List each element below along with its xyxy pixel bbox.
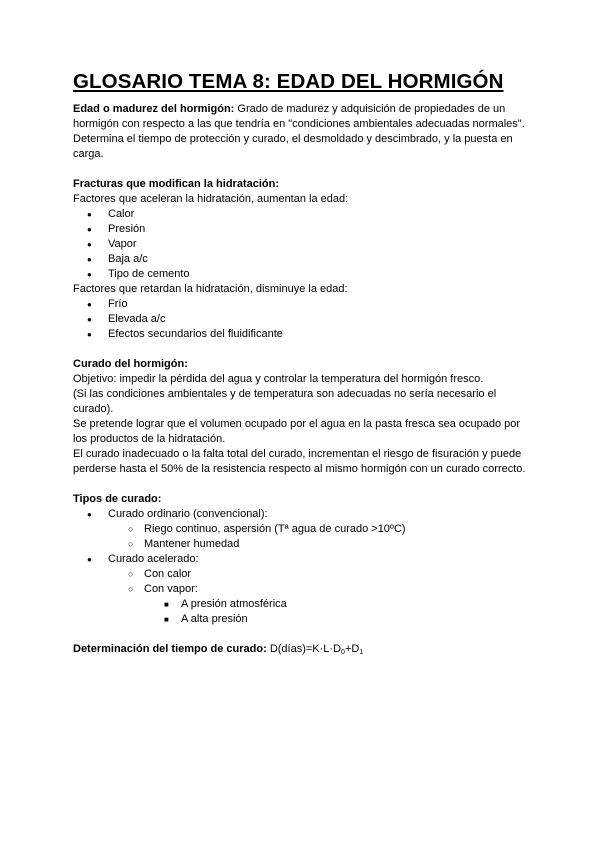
curado-objetivo: Objetivo: impedir la pérdida del agua y controlar la temperatura del hormigón fresco.: [73, 373, 484, 385]
curado-inadecuado: El curado inadecuado o la falta total del curado, incrementan el riesgo de fisuración y puede perderse hasta el 50% de la resistencia respecto al mismo hormigón con un curado correcto.: [73, 448, 526, 475]
edad-term: Edad o madurez del hormigón:: [73, 103, 235, 115]
tipos-heading: Tipos de curado:: [73, 493, 162, 505]
retard-intro: Factores que retardan la hidratación, disminuye la edad:: [73, 283, 348, 295]
ordinario-sublist: [73, 522, 533, 552]
list-item: ○ Mantener humedad: [73, 537, 533, 552]
list-item: ■ A alta presión: [73, 612, 533, 627]
formula: $D(días)=K\cdot L\cdot D_0+D_1$: [266, 643, 364, 656]
page-title: GLOSARIO TEMA 8: EDAD DEL HORMIGÓN: [73, 70, 504, 93]
list-item: ● Baja a/c: [73, 252, 533, 267]
list-item: ○ Con vapor: ■ A presión atmosférica ■ A alta presión: [73, 582, 533, 627]
accelerate-intro: Factores que aceleran la hidratación, aumentan la edad:: [73, 193, 349, 205]
acelerado-sublist: [73, 567, 533, 627]
document-page: [73, 70, 533, 660]
list-item: ○ Riego continuo, aspersión (Tª agua de curado >10ºC): [73, 522, 533, 537]
accelerate-list: [73, 207, 533, 282]
curado-volumen: Se pretende lograr que el volumen ocupado por el agua en la pasta fresca sea ocupado por los productos de la hidratación.: [73, 418, 521, 445]
edad-paragraph: [73, 102, 533, 162]
list-item: ● Elevada a/c: [73, 312, 533, 327]
fracturas-heading: Fracturas que modifican la hidratación:: [73, 178, 279, 190]
determinacion-label: Determinación del tiempo de curado:: [73, 643, 267, 655]
vapor-sublist: [73, 597, 533, 627]
tipos-list: [73, 507, 533, 627]
list-item: ● Curado acelerado: ○ Con calor ○ Con vapor: ■ A presión atmosférica ■ A alta presión: [73, 552, 533, 627]
list-item: ● Calor: [73, 207, 533, 222]
edad-definition: Grado de madurez y adquisición de propiedades de un hormigón con respecto a las que tendría en "condiciones ambientales adecuadas normales". Determina el tiempo de protección y curado, el desmoldado y descimbrado, y la puesta en carga.: [73, 103, 525, 160]
curado-note: (Si las condiciones ambientales y de temperatura son adecuadas no sería necesario el curado).: [73, 388, 497, 415]
list-item: ● Vapor: [73, 237, 533, 252]
list-item: ● Efectos secundarios del fluidificante: [73, 327, 533, 342]
list-item: ● Presión: [73, 222, 533, 237]
list-item: ● Frío: [73, 297, 533, 312]
determinacion-paragraph: [73, 642, 533, 660]
list-item: ■ A presión atmosférica: [73, 597, 533, 612]
list-item: ● Tipo de cemento: [73, 267, 533, 282]
curado-heading: Curado del hormigón:: [73, 358, 188, 370]
retard-list: [73, 297, 533, 342]
list-item: ○ Con calor: [73, 567, 533, 582]
list-item: ● Curado ordinario (convencional): ○ Riego continuo, aspersión (Tª agua de curado >10ºC) ○ Mantener humedad: [73, 507, 533, 552]
